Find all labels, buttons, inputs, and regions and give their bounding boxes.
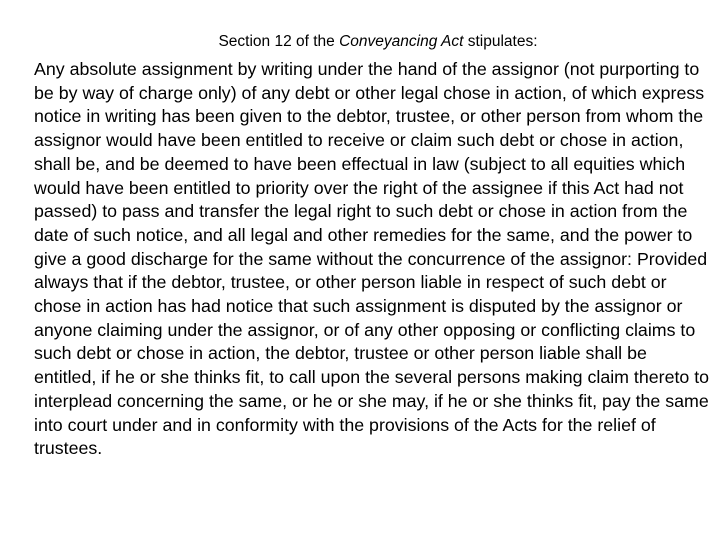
section-heading bbox=[0, 30, 720, 54]
heading-suffix: stipulates: bbox=[463, 33, 538, 50]
act-name: Conveyancing Act bbox=[339, 33, 464, 50]
statute-quote: Any absolute assignment by writing under the hand of the assignor (not purporting to be by way of charge only) of any debt or other legal chose in action, of which express notice in writing has been given to the debtor, trustee, or other person from whom the assignor would have been entitled to receive or claim such debt or chose in action, shall be, and be deemed to have been effectual in law (subject to all equities which would have been entitled to priority over the right of the assignee if this Act had not passed) to pass and transfer the legal right to such debt or chose in action from the date of such notice, and all legal and other remedies for the same, and the power to give a good discharge for the same without the concurrence of the assignor: Provided always that if the debtor, trustee, or other person liable in respect of such debt or chose in action has had notice that such assignment is disputed by the assignor or anyone claiming under the assignor, or of any other opposing or conflicting claims to such debt or chose in action, the debtor, trustee or other person liable shall be entitled, if he or she thinks fit, to call upon the several persons making claim thereto to interplead concerning the same, or he or she may, if he or she thinks fit, pay the same into court under and in conformity with the provisions of the Acts for the relief of trustees. bbox=[34, 59, 710, 459]
heading-prefix: Section 12 of the bbox=[218, 33, 340, 50]
